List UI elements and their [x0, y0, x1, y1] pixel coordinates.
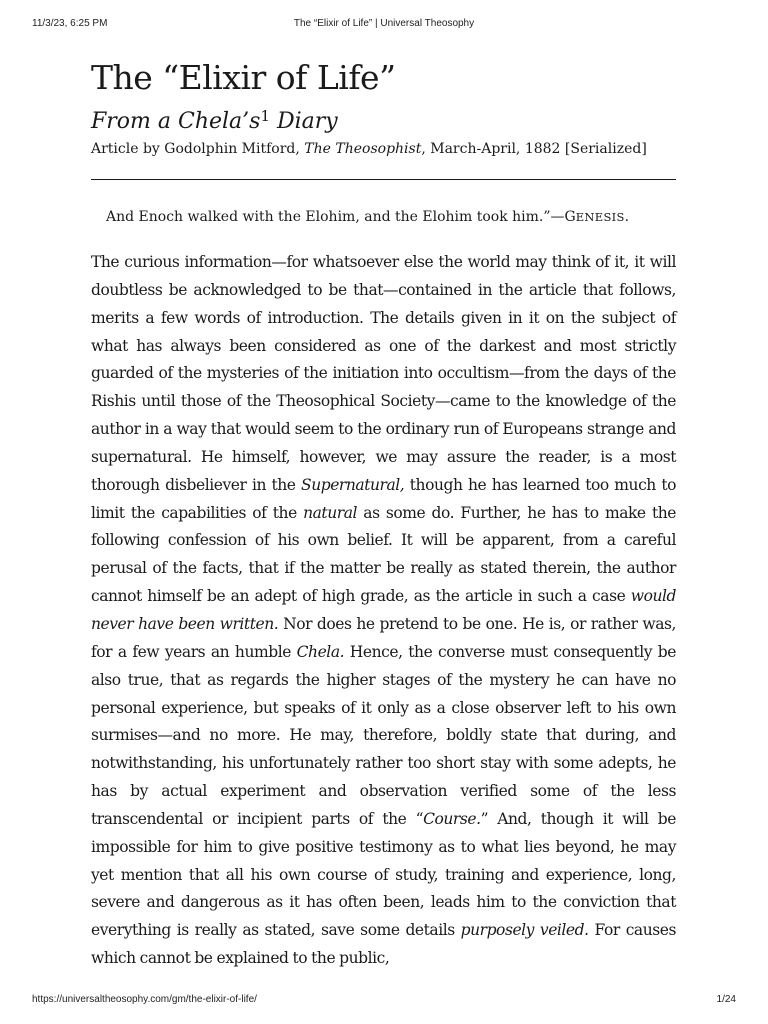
divider	[91, 179, 676, 180]
body-text-1: The curious information—for whatsoever else the world may think of it, it will doubtless be acknowledged to be that—contained in the article that follows, merits a few words of introduction. The details given in it on the subject of what has always been considered as one of the darkest and most strictly guarded of the mysteries of the initiation into occultism—from the days of the Rishis until those of the Theosophical Society—came to the knowledge of the author in a way that would seem to the ordinary run of Europeans strange and supernatural. He himself, however, we may assure the reader, is a most thorough disbeliever in the	[91, 253, 676, 494]
subtitle-tail: Diary	[270, 109, 338, 134]
body-italic-supernatural: Supernatural,	[301, 475, 405, 494]
body-text-4: Nor does he pretend to be one. He is, or rather was, for a few years an humble	[91, 614, 676, 661]
epigraph-text: And Enoch walked with the Elohim, and the Elohim took him.”—	[106, 209, 565, 225]
epigraph-source-initial: G	[564, 209, 576, 225]
print-footer	[32, 994, 736, 1008]
article-subtitle	[91, 106, 676, 138]
body-italic-natural: natural	[303, 503, 357, 522]
body-text-5: Hence, the converse must consequently be also true, that as regards the higher stages of the mystery he can have no personal experience, but speaks of it only as a close observer left to his own surmises—and no more. He may, therefore, boldly state that during, and notwithstanding, his unfortunately rather too short stay with some adepts, he has by actual experiment and observation verified some of the less transcendental or incipient parts of the “	[91, 642, 676, 828]
body-paragraph	[91, 249, 676, 973]
body-text-3: as some do. Further, he has to make the following confession of his own belief. It will be apparent, from a careful perusal of the facts, that if the matter be really as stated therein, the author cannot himself be an adept of high grade, as the article in such a case	[91, 503, 676, 606]
print-datetime: 11/3/23, 6:25 PM	[32, 18, 108, 29]
subtitle-main: From a Chela’s	[91, 109, 261, 134]
print-header	[32, 18, 736, 32]
body-italic-never-written: would never have been written.	[91, 587, 676, 633]
print-page-counter: 1/24	[716, 994, 736, 1005]
print-page-title: The “Elixir of Life” | Universal Theosophy	[293, 18, 475, 29]
body-text-7: For causes which cannot be explained to the public,	[91, 921, 676, 968]
byline	[91, 138, 676, 160]
body-text-6: ” And, though it will be impossible for him to give positive testimony as to what lies beyond, he may yet mention that all his own course of study, training and experience, long, severe and dangerous as it has often been, leads him to the conviction that everything is really as stated, save some details	[91, 809, 676, 940]
byline-publication: The Theosophist	[304, 141, 422, 157]
byline-suffix: , March-April, 1882 [Serialized]	[421, 141, 647, 157]
body-italic-chela: Chela.	[296, 642, 345, 661]
print-url: https://universaltheosophy.com/gm/the-elixir-of-life/	[32, 994, 257, 1005]
body-italic-course: Course.	[423, 809, 481, 828]
article-title: The “Elixir of Life”	[91, 58, 396, 97]
byline-prefix: Article by Godolphin Mitford,	[91, 141, 305, 157]
footnote-ref-link[interactable]: 1	[260, 107, 270, 125]
epigraph-end: .	[624, 209, 630, 225]
epigraph	[106, 206, 676, 228]
body-italic-purposely-veiled: purposely veiled.	[460, 921, 589, 940]
body-text-2: though he has learned too much to limit the capabilities of the	[91, 475, 676, 522]
epigraph-source-rest: ENESIS	[575, 210, 625, 224]
article	[91, 52, 676, 988]
